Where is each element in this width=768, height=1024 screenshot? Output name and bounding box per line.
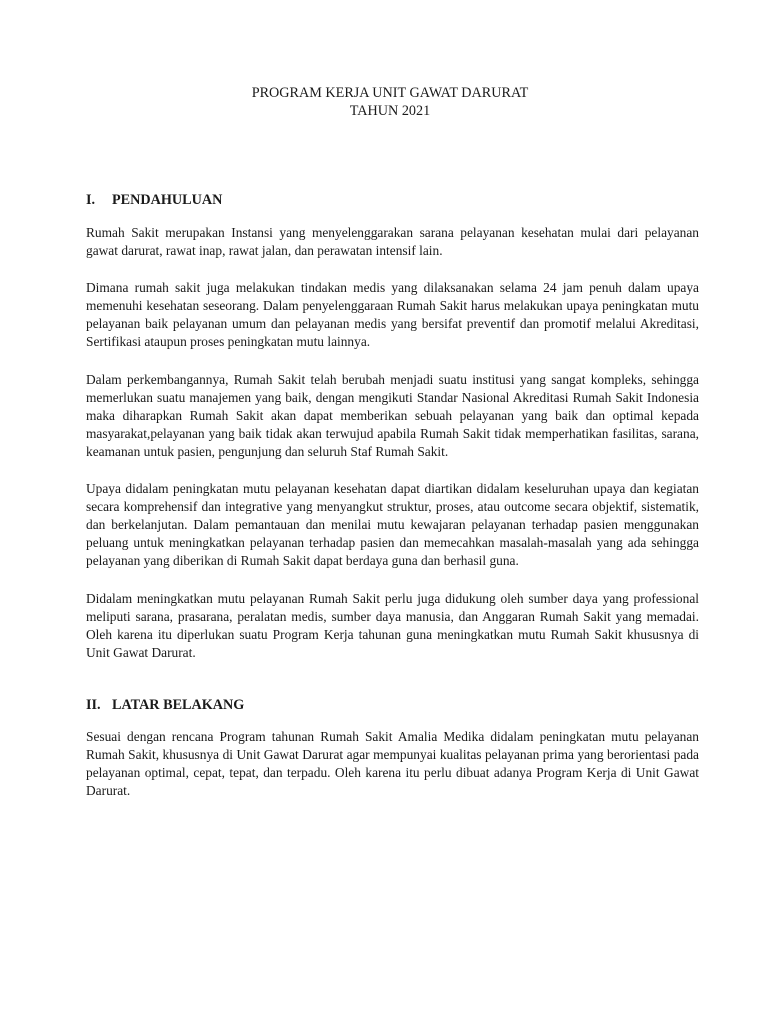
title-line-1: PROGRAM KERJA UNIT GAWAT DARURAT — [251, 85, 529, 101]
section-number: II. — [86, 696, 101, 713]
paragraph: Didalam meningkatkan mutu pelayanan Rumah Sakit perlu juga didukung oleh sumber daya yang professional meliputi sarana, prasarana, peralatan medis, sumber daya manusia, dan Anggaran Rumah Sakit yang memadai. Oleh karena itu diperlukan suatu Program Kerja tahunan guna meningkatkan mutu Rumah Sakit khususnya di Unit Gawat Darurat. — [86, 590, 699, 660]
paragraph: Sesuai dengan rencana Program tahunan Rumah Sakit Amalia Medika didalam peningkatan mutu pelayanan Rumah Sakit, khususnya di Unit Gawat Darurat agar mempunyai kualitas pelayanan prima yang berorientasi pada pelayanan optimal, cepat, tepat, dan terpadu. Oleh karena itu perlu dibuat adanya Program Kerja di Unit Gawat Darurat. — [86, 728, 699, 799]
title-line-2: TAHUN 2021 — [349, 103, 431, 119]
section-heading-latar-belakang — [86, 696, 699, 714]
section-heading-pendahuluan — [86, 191, 699, 209]
section-title: PENDAHULUAN — [112, 192, 223, 208]
document-body — [86, 191, 699, 800]
paragraph: Upaya didalam peningkatan mutu pelayanan kesehatan dapat diartikan didalam keseluruhan upaya dan kegiatan secara komprehensif dan integrative yang menyangkut struktur, proses, atau outcome secara objektif, sistematik, dan berkelanjutan. Dalam pemantauan dan menilai mutu kewajaran pelayanan terhadap pasien menggunakan peluang untuk meningkatkan pelayanan terhadap pasien dan memecahkan masalah-masalah yang ada sehingga pelayanan yang diberikan di Rumah Sakit dapat berdaya guna dan berhasil guna. — [86, 481, 699, 569]
paragraph: Dalam perkembangannya, Rumah Sakit telah berubah menjadi suatu institusi yang sangat kompleks, sehingga memerlukan suatu manajemen yang baik, dengan mengikuti Standar Nasional Akreditasi Rumah Sakit Indonesia maka diharapkan Rumah Sakit akan dapat memberikan sebuah pelayanan yang baik dan optimal kepada masyarakat,pelayanan yang baik tidak akan terwujud apabila Rumah Sakit tidak memperhatikan fasilitas, sarana, keamanan untuk pasien, pengunjung dan seluruh Staf Rumah Sakit. — [86, 371, 699, 459]
section-title: LATAR BELAKANG — [112, 696, 245, 713]
section-number: I. — [86, 192, 96, 208]
paragraph: Rumah Sakit merupakan Instansi yang menyelenggarakan sarana pelayanan kesehatan mulai dari pelayanan gawat darurat, rawat inap, rawat jalan, dan perawatan intensif lain. — [86, 225, 699, 259]
paragraph: Dimana rumah sakit juga melakukan tindakan medis yang dilaksanakan selama 24 jam penuh dalam upaya memenuhi kesehatan seseorang. Dalam penyelenggaraan Rumah Sakit harus melakukan upaya peningkatan mutu pelayanan baik pelayanan umum dan pelayanan medis yang bersifat preventif dan promotif melalui Akreditasi, Sertifikasi ataupun proses peningkatan mutu lainnya. — [86, 280, 699, 350]
document-title — [0, 84, 768, 120]
